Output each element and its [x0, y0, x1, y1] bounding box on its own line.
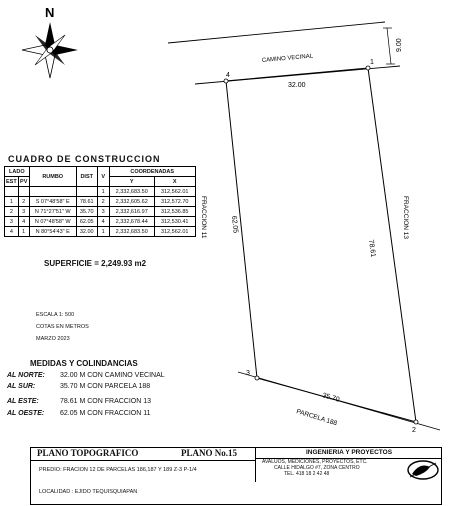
vertex-1-label: 1	[370, 59, 374, 66]
header-est: EST	[6, 178, 17, 185]
vertex-4-label: 4	[226, 72, 230, 79]
header-coordenadas: COORDENADAS	[109, 167, 195, 177]
title-block	[30, 447, 442, 505]
scale-note: ESCALA 1: 500	[36, 312, 75, 318]
road-edge-north	[168, 22, 385, 43]
title-block-header	[31, 448, 255, 461]
compass-north-label: N	[45, 5, 55, 20]
colindancia-label: AL SUR:	[7, 383, 36, 390]
west-neighbor-label: FRACCION 11	[200, 196, 207, 239]
units-note: COTAS EN METROS	[36, 324, 89, 330]
south-neighbor-label: PARCELA 188	[295, 408, 338, 428]
firm-logo-icon	[406, 459, 440, 481]
colindancia-value: 78.61 M CON FRACCION 13	[60, 398, 152, 405]
road-label: CAMINO VECINAL	[261, 53, 314, 64]
header-y: Y	[109, 177, 154, 187]
colindancias-title: MEDIDAS Y COLINDANCIAS	[30, 359, 138, 368]
colindancia-value: 35.70 M CON PARCELA 188	[60, 383, 151, 390]
superficie-label: SUPERFICIE = 2,249.93 m2	[44, 259, 147, 268]
localidad-line: LOCALIDAD : EJIDO TEQUISQUIAPAN	[39, 489, 138, 495]
east-side-dimension: 78.61	[367, 239, 377, 258]
predio-line: PREDIO: FRACION 12 DE PARCELAS 186,187 Y 189 Z-3 P-1/4	[39, 467, 197, 473]
firm-services: AVALUOS, MEDICIONES, PROYECTOS, ETC.	[262, 459, 368, 465]
west-side-dimension: 62.05	[230, 215, 239, 234]
table-row: 3 4 N 07°48'58" W 62.05 4 2,332,678.44 312,530.41	[5, 217, 196, 227]
header-x: X	[154, 177, 195, 187]
vertex-1-marker	[366, 66, 370, 70]
vertex-2-label: 2	[412, 427, 416, 434]
vertex-4-marker	[224, 79, 228, 83]
east-neighbor-label: FRACCION 13	[402, 196, 409, 239]
plano-number: PLANO No.15	[181, 448, 237, 458]
table-row: 1 2,332,683.50 312,562.01	[5, 187, 196, 197]
colindancia-value: 62.05 M CON FRACCION 11	[60, 410, 151, 417]
header-dist: DIST	[76, 167, 97, 187]
header-v: V	[97, 167, 109, 187]
cuadro-title: CUADRO DE CONSTRUCCION	[8, 154, 161, 164]
firm-phone: TEL. 418 18 2 42 48	[284, 471, 330, 477]
compass-rose-icon	[22, 22, 78, 78]
firm-name: INGENIERIA Y PROYECTOS	[256, 448, 442, 459]
header-pv: PV	[20, 178, 28, 185]
table-row: 2 3 N 71°27'51" W 35.70 3 2,332,616.97 312,536.85	[5, 207, 196, 217]
header-rumbo: RUMBO	[29, 167, 76, 187]
north-side-dimension: 32.00	[288, 82, 306, 89]
table-row: 1 2 S 07°48'58" E 78.61 2 2,332,605.62 312,572.70	[5, 197, 196, 207]
plano-type: PLANO TOPOGRAFICO	[37, 448, 139, 458]
road-width-label: 9.00	[396, 38, 403, 52]
date-note: MARZO 2023	[36, 336, 70, 342]
colindancia-value: 32.00 M CON CAMINO VECINAL	[60, 372, 165, 379]
south-side-dimension: 35.70	[321, 392, 341, 404]
firm-address: CALLE HIDALGO #7, ZONA CENTRO	[274, 465, 360, 471]
construction-table	[4, 166, 196, 237]
colindancia-label: AL OESTE:	[7, 410, 45, 417]
vertex-3-marker	[255, 376, 259, 380]
vertex-2-marker	[414, 420, 418, 424]
header-lado: LADO	[5, 167, 30, 177]
colindancia-label: AL NORTE:	[7, 372, 45, 379]
colindancia-label: AL ESTE:	[7, 398, 39, 405]
parcel-boundary	[226, 68, 416, 422]
vertex-3-label: 3	[246, 370, 250, 377]
road-width-dimension-line	[387, 28, 391, 64]
table-row: 4 1 N 80°54'43" E 32.00 1 2,332,683.50 312,562.01	[5, 227, 196, 237]
firm-block	[256, 448, 442, 482]
